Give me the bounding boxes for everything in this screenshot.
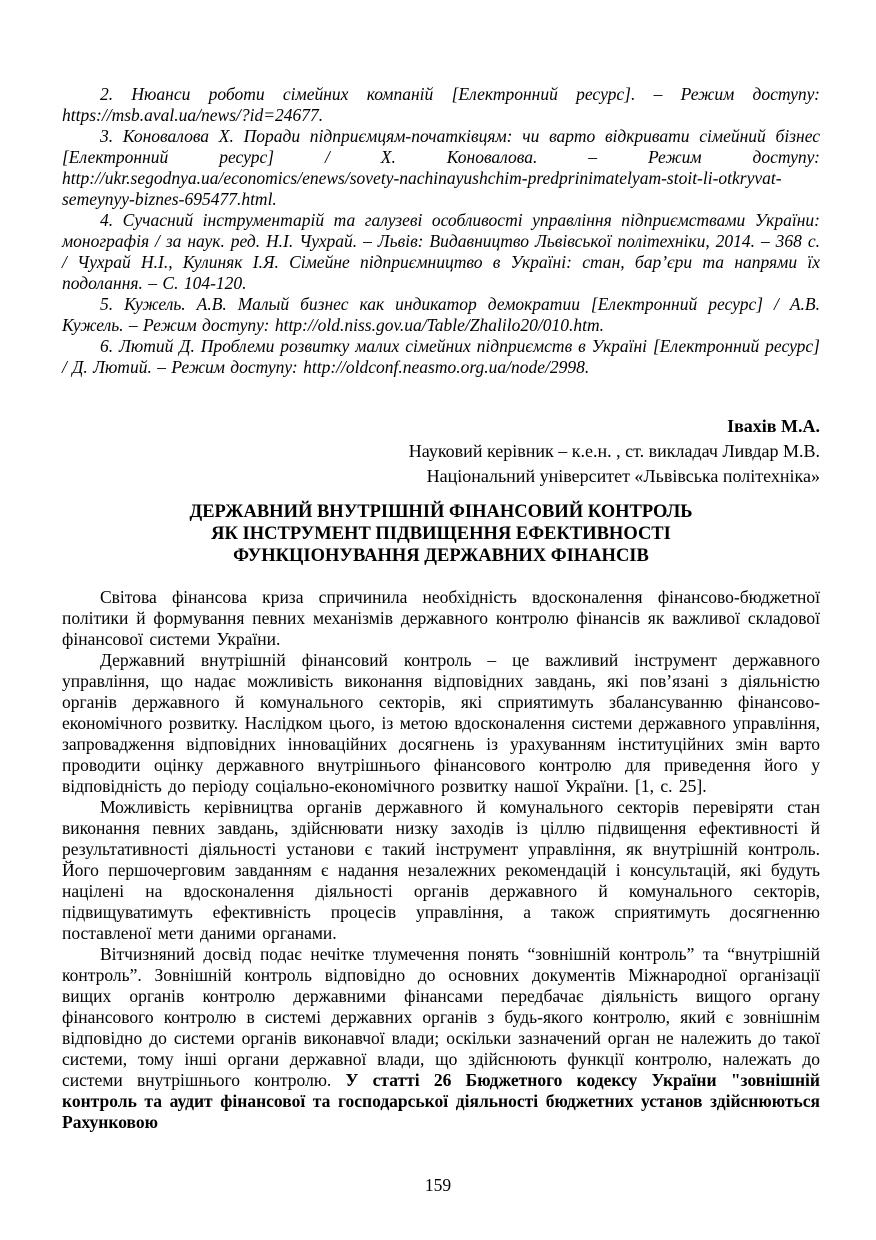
reference-item-2: 2. Нюанси роботи сімейних компаній [Електронний ресурс]. – Режим доступу: https://msb.aval.ua/news/?id=24677.	[62, 84, 820, 125]
page-footer	[0, 1175, 876, 1196]
reference-item-4: 4. Сучасний інструментарій та галузеві особливості управління підприємствами України: монографія / за наук. ред. Н.І. Чухрай. – Львів: Видавництво Львівської політехніки, 2014. – 368 с. / Чухрай Н.І., Кулиняк І.Я. Сімейне підприємництво в Україні: стан, бар’єри та напрями їх подолання. – С. 104-120.	[62, 210, 820, 293]
supervisor-line: Науковий керівник – к.е.н. , ст. викладач Ливдар М.В.	[408, 441, 820, 461]
reference-list	[62, 84, 820, 378]
page-number: 159	[424, 1175, 452, 1195]
article-body	[62, 587, 820, 1133]
paper-title-line-1: ДЕРЖАВНИЙ ВНУТРІШНІЙ ФІНАНСОВИЙ КОНТРОЛЬ	[189, 502, 693, 522]
body-paragraph-4	[62, 944, 820, 1133]
body-paragraph-3: Можливість керівництва органів державного й комунального секторів перевіряти стан виконання певних завдань, здійснювати низку заходів із ціллю підвищення ефективності й результативності діяльності установи є такий інструмент управління, як внутрішній контроль. Його першочерговим завданням є надання незалежних рекомендацій і консультацій, які будуть націлені на вдосконалення діяльності органів державного й комунального секторів, підвищуватимуть ефективність процесів управління, а також сприятимуть досягненню поставленої мети даними органами.	[62, 797, 820, 943]
body-paragraph-2: Державний внутрішній фінансовий контроль – це важливий інструмент державного управління, що надає можливість виконання відповідних завдань, які пов’язані з діяльністю органів державного й комунального секторів, які сприятимуть збалансуванню фінансово-економічного розвитку. Наслідком цього, із метою вдосконалення системи державного управління, запровадження відповідних інноваційних досягнень із урахуванням інституційних змін варто проводити оцінку державного внутрішнього фінансового контролю для приведення його у відповідність до періоду соціально-економічного розвитку нашої України. [1, с. 25].	[62, 650, 820, 796]
author-block	[62, 414, 820, 489]
paper-title-line-3: ФУНКЦІОНУВАННЯ ДЕРЖАВНИХ ФІНАНСІВ	[233, 546, 649, 566]
paper-title-line-2: ЯК ІНСТРУМЕНТ ПІДВИЩЕННЯ ЕФЕКТИВНОСТІ	[211, 524, 671, 544]
body-paragraph-4-normal: Вітчизняний досвід подає нечітке тлумечення понять “зовнішній контроль” та “внутрішній контроль”. Зовнішній контроль відповідно до основних документів Міжнародної організації вищих органів контролю державними фінансами передбачає діяльність вищого органу фінансового контролю в системі державних органів з будь-якого контролю, який є зовнішнім відповідно до системи органів виконавчої влади; оскільки зазначений орган не належить до такої системи, тому інші органи державної влади, що здійснюють функції контролю, належать до системи внутрішнього контролю.	[62, 944, 820, 1090]
reference-item-3: 3. Коновалова Х. Поради підприємцям-початківцям: чи варто відкривати сімейний бізнес [Електронний ресурс] / Х. Коновалова. – Режим доступу: http://ukr.segodnya.ua/economics/enews/sovety-nachinayushchim-predprinimatelyam-stoit-li-otkryvat-semeynyy-biznes-695477.html.	[62, 126, 820, 209]
paper-title	[62, 501, 820, 567]
reference-item-5: 5. Кужель. А.В. Малый бизнес как индикатор демократии [Електронний ресурс] / А.В. Кужель. – Режим доступу: http://old.niss.gov.ua/Table/Zhalilo20/010.htm.	[62, 294, 820, 335]
university-line: Національний університет «Львівська політехніка»	[426, 466, 820, 486]
reference-item-6: 6. Лютий Д. Проблеми розвитку малих сімейних підприємств в Україні [Електронний ресурс] / Д. Лютий. – Режим доступу: http://oldconf.neasmo.org.ua/node/2998.	[62, 336, 820, 377]
body-paragraph-1: Світова фінансова криза спричинила необхідність вдосконалення фінансово-бюджетної політики й формування певних механізмів державного контролю фінансів як важливої складової фінансової системи України.	[62, 587, 820, 649]
body-paragraph-4-bold: У статті 26 Бюджетного кодексу України "зовнішній контроль та аудит фінансової та господарської діяльності бюджетних установ здійснюються Рахунковою	[62, 1070, 820, 1132]
author-name: Івахів М.А.	[727, 416, 820, 436]
